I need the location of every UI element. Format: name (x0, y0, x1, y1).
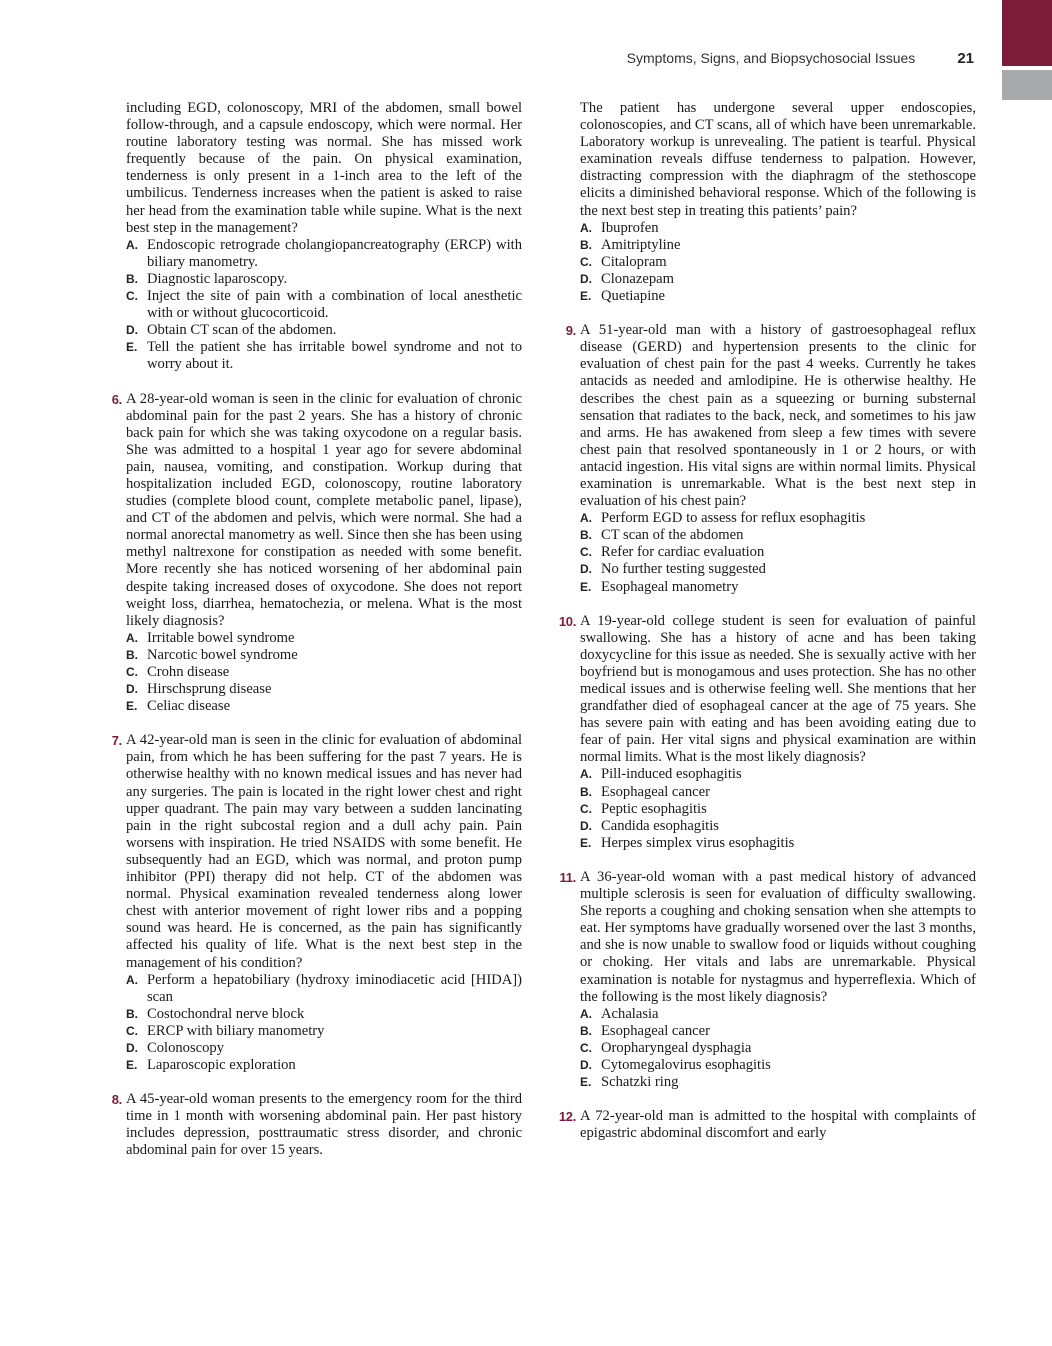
option-text: Clonazepam (601, 270, 674, 287)
option-letter: A. (580, 767, 592, 782)
option-letter: D. (580, 1057, 592, 1072)
option (126, 972, 522, 1006)
option-text: Irritable bowel syndrome (147, 629, 295, 646)
option (580, 1006, 976, 1023)
option (580, 1040, 976, 1057)
option (580, 271, 976, 288)
option-letter: C. (580, 545, 592, 560)
option (580, 1023, 976, 1040)
option-text: Esophageal cancer (601, 1022, 710, 1039)
option-text: Perform a hepatobiliary (hydroxy iminodiacetic acid [HIDA]) scan (147, 971, 522, 1005)
question-number: 11. (559, 869, 576, 885)
continuation-stem: including EGD, colonoscopy, MRI of the abdomen, small bowel follow-through, and a capsule endoscopy, which were normal. Her routine laboratory testing was normal. She has missed work frequently because of the pain. On physical examination, tenderness is only present in a 1-inch area to the left of the umbilicus. Tenderness increases when the patient is asked to raise her head from the examination table while supine. What is the next best step in the management? (126, 100, 522, 236)
option-text: Pill-induced esophagitis (601, 766, 742, 783)
option-letter: B. (580, 1023, 592, 1038)
option-text: Inject the site of pain with a combination of local anesthetic with or without glucocorticoid. (147, 288, 522, 322)
option (126, 1023, 522, 1040)
option-text: Citalopram (601, 253, 667, 270)
question-number: 6. (111, 391, 122, 407)
option (126, 1040, 522, 1057)
option-text: Tell the patient she has irritable bowel syndrome and not to worry about it. (147, 339, 522, 373)
option-text: Cytomegalovirus esophagitis (601, 1056, 771, 1073)
question-stem: A 42-year-old man is seen in the clinic for evaluation of abdominal pain, from which he has been suffering for the past 7 years. He is otherwise healthy with no known medical issues and has never had any surgeries. The pain is located in the right lower chest and right upper quadrant. The pain may vary between a sudden lancinating pain in the right subcostal region and a dull achy pain. Pain worsens with inspiration. He tried NSAIDS with some benefit. He subsequently had an EGD, which was normal, and proton pump inhibitor (PPI) therapy did not help. CT of the abdomen was normal. Physical examination revealed tenderness along lower chest with anterior movement of right lower ribs and a popping sound was heard. He is concerned, as the pain has significantly affected his quality of life. What is the next best step in the management of his condition? (126, 732, 522, 971)
option-text: Candida esophagitis (601, 817, 719, 834)
question-stem: A 36-year-old woman with a past medical history of advanced multiple sclerosis is seen for evaluation of difficulty swallowing. She reports a coughing and choking sensation when she attempts to eat. Her symptoms have gradually worsened over the last 3 months, and she is now unable to swallow food or liquids without coughing or choking. Her vitals and labs are unremarkable. Physical examination is notable for nystagmus and hyperreflexia. Which of the following is the most likely diagnosis? (580, 868, 976, 1005)
option-letter: A. (580, 220, 592, 235)
option-letter: C. (126, 289, 138, 304)
option (580, 784, 976, 801)
option-text: CT scan of the abdomen (601, 527, 744, 544)
question-8 (111, 1091, 522, 1159)
option-letter: A. (126, 630, 138, 645)
option-text: Schatzki ring (601, 1074, 679, 1091)
option-letter: E. (580, 835, 592, 850)
option-list (580, 1006, 976, 1091)
continuation-stem: The patient has undergone several upper endoscopies, colonoscopies, and CT scans, all of which have been unremarkable. Laboratory workup is unrevealing. The patient is tearful. Physical examination reveals diffuse tenderness to palpation. However, distracting compression with the diaphragm of the stethoscope elicits a diminished behavioral response. Which of the following is the next best step in treating this patients’ pain? (580, 100, 976, 219)
right-column (558, 100, 976, 1142)
option (126, 288, 522, 322)
option-text: Laparoscopic exploration (147, 1057, 296, 1074)
question-number: 7. (111, 733, 122, 749)
question-stem: A 51-year-old man with a history of gastroesophageal reflux disease (GERD) and hypertension presents to the clinic for evaluation of chest pain for the past 4 weeks. Currently he takes antacids as needed and amlodipine. He is otherwise healthy. He describes the chest pain as a squeezing or burning substernal sensation that radiates to the back, neck, and sometimes to his jaw and arms. He has awakened from sleep a few times with severe chest pain that resolved spontaneously in 1 or 2 hours, or with antacid ingestion. His vital signs are within normal limits. Physical examination is unremarkable. What is the best next step in evaluation of his chest pain? (580, 322, 976, 510)
option-letter: A. (580, 1006, 592, 1021)
option (126, 322, 522, 339)
option-text: Costochondral nerve block (147, 1005, 305, 1022)
question-7 (111, 732, 522, 1074)
option-letter: D. (126, 1040, 138, 1055)
option-text: Perform EGD to assess for reflux esophagitis (601, 510, 866, 527)
question-number: 8. (111, 1092, 122, 1108)
question-stem: A 72-year-old man is admitted to the hospital with complaints of epigastric abdominal discomfort and early (580, 1108, 976, 1142)
option-text: Esophageal cancer (601, 783, 710, 800)
option-text: Quetiapine (601, 288, 666, 305)
running-head (627, 50, 974, 67)
chapter-tab-gray (1002, 70, 1052, 100)
option-text: Diagnostic laparoscopy. (147, 270, 288, 287)
option-list (580, 766, 976, 851)
option-letter: B. (126, 271, 138, 286)
option-list (126, 237, 522, 374)
option-list (126, 630, 522, 715)
option (126, 1057, 522, 1074)
page-number: 21 (957, 50, 974, 67)
option-text: Colonoscopy (147, 1039, 225, 1056)
option (580, 237, 976, 254)
option-letter: E. (580, 1075, 592, 1090)
question-number: 10. (558, 613, 576, 629)
option (126, 698, 522, 715)
option-letter: B. (580, 528, 592, 543)
option-text: Oropharyngeal dysphagia (601, 1039, 752, 1056)
option (126, 647, 522, 664)
option-text: Crohn disease (147, 664, 230, 680)
option-letter: C. (126, 665, 138, 679)
option-list (580, 510, 976, 595)
option-letter: C. (580, 1040, 592, 1055)
option (126, 630, 522, 647)
option (126, 681, 522, 698)
option (580, 288, 976, 305)
option (580, 1074, 976, 1091)
option (580, 220, 976, 237)
question-12 (558, 1108, 976, 1142)
option-text: Celiac disease (147, 698, 231, 715)
option-text: Achalasia (601, 1005, 659, 1022)
option-letter: A. (126, 972, 138, 987)
option-letter: E. (126, 699, 138, 714)
option (580, 527, 976, 544)
option-letter: B. (126, 647, 138, 662)
option-text: Amitriptyline (601, 236, 681, 253)
option-text: Hirschsprung disease (147, 681, 272, 698)
option-letter: C. (580, 254, 592, 269)
left-column (111, 100, 522, 1160)
chapter-tab-maroon (1002, 0, 1052, 66)
option (580, 801, 976, 818)
option (126, 339, 522, 373)
option (580, 544, 976, 561)
question-stem: A 19-year-old college student is seen for evaluation of painful swallowing. She has a history of acne and has been taking doxycycline for this issue as needed. She is sexually active with her boyfriend but is monogamous and uses protection. She has no other medical issues and is otherwise feeling well. She mentions that her grandfather died of esophageal cancer at the age of 75 years. She has severe pain with eating and has been avoiding eating due to fear of pain. Her vital signs and physical examination are within normal limits. What is the most likely diagnosis? (580, 612, 976, 766)
option-text: Endoscopic retrograde cholangiopancreatography (ERCP) with biliary manometry. (147, 236, 522, 270)
option (126, 1006, 522, 1023)
option-text: Obtain CT scan of the abdomen. (147, 322, 337, 339)
running-title: Symptoms, Signs, and Biopsychosocial Issues (626, 50, 916, 66)
option-letter: E. (580, 579, 592, 594)
option-letter: D. (580, 271, 592, 286)
option-letter: A. (126, 237, 138, 252)
option-text: Ibuprofen (601, 219, 659, 236)
option-text: Refer for cardiac evaluation (601, 544, 765, 561)
option-text: Peptic esophagitis (601, 800, 707, 817)
option (126, 271, 522, 288)
option-list (126, 972, 522, 1075)
question-stem: A 28-year-old woman is seen in the clinic for evaluation of chronic abdominal pain for the past 2 years. She has a history of chronic back pain for which she was taking oxycodone on a regular basis. She was admitted to a hospital 1 year ago for severe abdominal pain, nausea, vomiting, and constipation. Workup during that hospitalization included EGD, colonoscopy, routine laboratory studies (complete blood count, complete metabolic panel, lipase), and CT of the abdomen and pelvis, which were normal. She had a normal anorectal manometry as well. Since then she has been using methyl naltrexone for constipation as needed with some benefit. More recently she has noticed worsening of her abdominal pain despite taking increased doses of oxycodone. She does not report weight loss, diarrhea, hematochezia, or melena. What is the most likely diagnosis? (126, 390, 522, 629)
option-letter: B. (580, 784, 592, 799)
option (580, 835, 976, 852)
option-letter: D. (580, 818, 592, 833)
option (126, 664, 522, 681)
option (580, 561, 976, 578)
option (580, 254, 976, 271)
option-letter: D. (580, 562, 592, 577)
option-text: Narcotic bowel syndrome (147, 646, 298, 663)
option-letter: B. (126, 1006, 138, 1021)
option-text: Herpes simplex virus esophagitis (601, 834, 795, 851)
question-6 (111, 390, 522, 716)
option-letter: E. (126, 340, 138, 355)
question-stem: A 45-year-old woman presents to the emergency room for the third time in 1 month with worsening abdominal pain. Her past history includes depression, posttraumatic stress disorder, and chronic abdominal pain for over 15 years. (126, 1091, 522, 1159)
question-number: 9. (565, 323, 576, 339)
option-letter: C. (580, 801, 592, 816)
option-letter: B. (580, 237, 592, 252)
option-text: ERCP with biliary manometry (147, 1022, 325, 1039)
option (580, 818, 976, 835)
option (580, 1057, 976, 1074)
option-text: No further testing suggested (601, 561, 766, 578)
question-number: 12. (558, 1109, 576, 1125)
option-letter: A. (580, 511, 592, 526)
option-letter: C. (126, 1023, 138, 1038)
question-10 (558, 612, 976, 852)
question-11 (559, 868, 976, 1091)
option-letter: D. (126, 682, 138, 697)
option (580, 766, 976, 783)
option (580, 510, 976, 527)
option-letter: D. (126, 323, 138, 338)
option (580, 579, 976, 596)
option-list (580, 220, 976, 305)
question-9 (565, 322, 976, 596)
option-text: Esophageal manometry (601, 578, 739, 595)
option-letter: E. (126, 1058, 138, 1073)
option (126, 237, 522, 271)
option-letter: E. (580, 289, 592, 304)
